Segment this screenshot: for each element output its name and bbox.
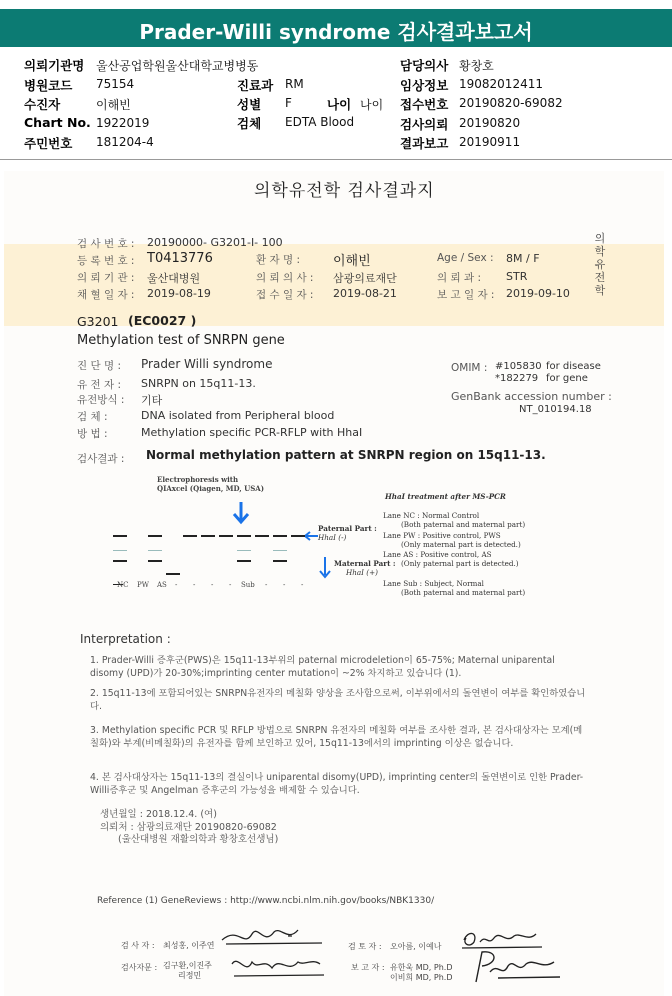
band-pw-paternal xyxy=(148,535,162,537)
age-sex-label: Age / Sex : xyxy=(437,252,494,264)
legend-line: (Only paternal part is detected.) xyxy=(401,559,519,568)
dept-label: 의 뢰 과 : xyxy=(437,272,481,284)
sex-label: 성별 xyxy=(237,97,262,112)
lane-labels xyxy=(113,581,313,591)
lane-label: - xyxy=(283,581,286,589)
band-lane6-maternal xyxy=(237,550,251,551)
age-sex-value: 8M / F xyxy=(506,252,540,265)
maternal-label: Maternal Part : xyxy=(334,559,396,568)
receive-date-value: 2019-08-21 xyxy=(333,287,397,300)
paternal-label: Paternal Part : xyxy=(318,524,377,533)
gel-caption-2: QIAxcel (Qiagen, MD, USA) xyxy=(157,484,265,493)
request-date-value: 20190820 xyxy=(459,116,521,130)
reviewer-value: 오아름, 이예나 xyxy=(390,942,442,951)
patient-name-label: 환 자 명 : xyxy=(256,254,300,266)
band-sub-paternal xyxy=(273,535,287,537)
legend-line: (Both paternal and maternal part) xyxy=(401,588,526,597)
supervisor-signature xyxy=(228,952,328,980)
band-lane5-paternal xyxy=(219,535,233,537)
dept-value: STR xyxy=(506,270,528,283)
receive-date-label: 접 수 일 자 : xyxy=(256,289,314,301)
interpretation-3: 3. Methylation specific PCR 및 RFLP 방법으로 SNRPN 유전자의 메칠화 여부를 조사한 결과, 본 검사대상자는 모계(메칠화)와 부계(비메칠화)의 유전자를 함께 보인하고 있어, 15q11-13에서의 imprinting 이상은 없습니다. xyxy=(90,725,583,749)
doctor-label: 담당의사 xyxy=(400,58,449,73)
inheritance-label: 유전방식 : xyxy=(77,394,125,406)
birth-date: 생년월일 : 2018.12.4. (여) xyxy=(100,809,217,820)
org-label: 의 뢰 기 관 : xyxy=(77,272,135,284)
examiner-signature xyxy=(218,922,328,950)
legend-line: Lane PW : Positive control, PWS xyxy=(383,531,501,540)
referrer-2: (울산대병원 재활의학과 황창호선생님) xyxy=(118,834,279,845)
diagnosis-label: 진 단 명 : xyxy=(77,360,121,372)
genbank-label: GenBank accession number : xyxy=(451,390,612,403)
header-divider xyxy=(0,159,672,160)
reporter-label: 보 고 자 : xyxy=(351,963,385,972)
rrn-label: 주민번호 xyxy=(24,136,73,151)
exam-supervisor-label: 검사자문 : xyxy=(121,963,158,972)
interpretation-4: 4. 본 검사대상자는 15q11-13의 결실이나 uniparental disomy(UPD), imprinting center의 돌연변이로 인한 Prader-Willi증후군 및 Angelman 증후군의 가능성을 배제할 수 있습니다. xyxy=(90,772,584,796)
lane-label: - xyxy=(175,581,178,589)
band-sub-maternal xyxy=(273,550,287,551)
sample-value: DNA isolated from Peripheral blood xyxy=(141,409,335,422)
hospital-code-value: 75154 xyxy=(96,77,135,91)
examiner-value: 최성홍, 이주연 xyxy=(163,941,215,950)
band-lane7-paternal xyxy=(255,535,269,537)
arrow-paternal-icon xyxy=(303,530,319,542)
sample-label: 검 체 : xyxy=(77,411,108,423)
report-date-label: 결과보고 xyxy=(400,136,449,151)
legend-line: Lane NC : Normal Control xyxy=(383,511,480,520)
page-title: Prader-Willi syndrome 검사결과보고서 xyxy=(139,20,533,44)
reg-no-label: 등 록 번 호 : xyxy=(77,255,135,267)
examiner-label: 검 사 자 : xyxy=(121,941,155,950)
legend-title: HhaI treatment after MS-PCR xyxy=(385,492,506,501)
method-label: 방 법 : xyxy=(77,428,108,440)
result-label: 검사결과 : xyxy=(77,453,125,465)
lane-label: - xyxy=(265,581,268,589)
lane-label: PW xyxy=(137,581,149,589)
referrer: 의뢰처 : 삼광의료재단 20190820-69082 xyxy=(100,822,277,833)
maternal-sub: HhaI (+) xyxy=(346,568,378,577)
receipt-no-label: 접수번호 xyxy=(400,97,449,112)
gel-caption-1: Electrophoresis with xyxy=(157,475,239,484)
lane-label: AS xyxy=(157,581,167,589)
doctor-value: 황창호 xyxy=(459,59,494,73)
band-as-paternal xyxy=(183,535,197,537)
req-doctor-value: 삼광의료재단 xyxy=(333,272,397,285)
result-value: Normal methylation pattern at SNRPN region on 15q11-13. xyxy=(146,448,546,462)
legend-line: Lane AS : Positive control, AS xyxy=(383,550,492,559)
band-lane6-lower xyxy=(237,560,251,562)
patient-name-value: 이해빈 xyxy=(333,254,371,269)
band-nc-maternal xyxy=(113,550,127,551)
chart-value: 1922019 xyxy=(96,116,150,130)
band-pw-maternal xyxy=(148,550,162,551)
reporter-value-2: 이비희 MD, Ph.D xyxy=(390,973,453,982)
org-value: 울산대병원 xyxy=(147,272,201,285)
patient-value: 이해빈 xyxy=(96,98,131,112)
age-label: 나이 xyxy=(327,97,352,112)
gene-value: SNRPN on 15q11-13. xyxy=(141,377,256,390)
lane-label: - xyxy=(193,581,196,589)
institution-label: 의뢰기관명 xyxy=(24,58,85,73)
gene-label: 유 전 자 : xyxy=(77,379,121,391)
omim1: #105830 xyxy=(495,361,542,372)
patient-label: 수진자 xyxy=(24,97,61,112)
specimen-label: 검체 xyxy=(237,116,262,131)
omim1-note: for disease xyxy=(546,361,601,372)
clinical-info-value: 19082012411 xyxy=(459,77,543,91)
report-date2-value: 2019-09-10 xyxy=(506,287,570,300)
hospital-code-label: 병원코드 xyxy=(24,78,73,93)
reporter-value: 유한욱 MD, Ph.D xyxy=(390,963,453,972)
side-label: 의학유전학 xyxy=(594,232,606,297)
legend-line: (Only maternal part is detected.) xyxy=(401,540,521,549)
band-lane6-paternal xyxy=(237,535,251,537)
title-bar xyxy=(0,9,672,47)
clinical-info-label: 임상정보 xyxy=(400,78,449,93)
genbank-value: NT_010194.18 xyxy=(519,404,592,415)
specimen-value: EDTA Blood xyxy=(285,115,355,129)
collect-date-label: 채 혈 일 자 : xyxy=(77,289,135,301)
band-nc-lower xyxy=(113,560,127,562)
band-as-lower xyxy=(166,573,180,575)
exam-supervisor-value: 김구환,이진주 xyxy=(163,961,212,970)
interpretation-2: 2. 15q11-13에 포함되어있는 SNRPN유전자의 메칠화 양상을 조사함으로써, 이부위에서의 돌연변이 여부를 확인하였습니다. xyxy=(90,688,586,712)
department-value: RM xyxy=(285,77,304,91)
band-pw-lower xyxy=(148,560,162,562)
req-doctor-label: 의 뢰 의 사 : xyxy=(256,272,314,284)
interpretation-title: Interpretation : xyxy=(80,632,171,646)
omim2-note: for gene xyxy=(546,373,588,384)
band-sub-lower xyxy=(273,560,287,562)
legend-line: (Both paternal and maternal part) xyxy=(401,520,526,529)
lane-label: - xyxy=(229,581,232,589)
legend-line: Lane Sub : Subject, Normal xyxy=(383,579,484,588)
test-code: G3201 xyxy=(77,314,119,329)
rrn-value: 181204-4 xyxy=(96,135,154,149)
omim2: *182279 xyxy=(495,373,539,384)
age-value: 나이 xyxy=(360,98,384,112)
reference: Reference (1) GeneReviews : http://www.ncbi.nlm.nih.gov/books/NBK1330/ xyxy=(97,896,435,906)
reporter-signature xyxy=(468,948,568,986)
lane-label: - xyxy=(211,581,214,589)
arrow-maternal-icon xyxy=(318,557,332,579)
band-nc-paternal xyxy=(113,535,127,537)
exam-supervisor-value-2: 리정민 xyxy=(178,971,202,980)
report-title: 의학유전학 검사결과지 xyxy=(254,181,435,201)
chart-label: Chart No. xyxy=(24,115,91,130)
lane-label: - xyxy=(301,581,304,589)
report-date-value: 20190911 xyxy=(459,135,521,149)
test-code2: (EC0027 ) xyxy=(128,313,197,328)
arrow-down-icon xyxy=(232,502,250,526)
test-no-label: 검 사 번 호 : xyxy=(77,238,135,250)
test-no-value: 20190000- G3201-I- 100 xyxy=(147,236,283,249)
lane-label: Sub xyxy=(241,581,255,589)
collect-date-value: 2019-08-19 xyxy=(147,287,211,300)
report-date2-label: 보 고 일 자 : xyxy=(437,289,495,301)
interpretation-1: 1. Prader-Willi 증후군(PWS)은 15q11-13부위의 paternal microdeletion이 65-75%; Maternal uniparental disomy (UPD)가 20-30%;imprinting center mutation이 ~2% 차지하고 있습니다 (1). xyxy=(90,655,555,679)
reviewer-label: 검 토 자 : xyxy=(348,942,382,951)
request-date-label: 검사의뢰 xyxy=(400,117,449,132)
omim-label: OMIM : xyxy=(451,362,488,374)
diagnosis-value: Prader Willi syndrome xyxy=(141,357,273,371)
receipt-no-value: 20190820-69082 xyxy=(459,96,563,110)
band-lane4-paternal xyxy=(201,535,215,537)
paternal-sub: HhaI (-) xyxy=(318,533,347,542)
reg-no-value: T0413776 xyxy=(147,251,213,266)
method-value: Methylation specific PCR-RFLP with HhaI xyxy=(141,426,363,439)
institution-value: 울산공업학원울산대학교병병동 xyxy=(96,59,259,73)
department-label: 진료과 xyxy=(237,78,274,93)
lane-label: NC xyxy=(117,581,129,589)
band-lane9-paternal xyxy=(291,535,305,537)
inheritance-value: 기타 xyxy=(141,394,163,407)
test-name: Methylation test of SNRPN gene xyxy=(77,333,285,348)
sex-value: F xyxy=(285,96,292,110)
